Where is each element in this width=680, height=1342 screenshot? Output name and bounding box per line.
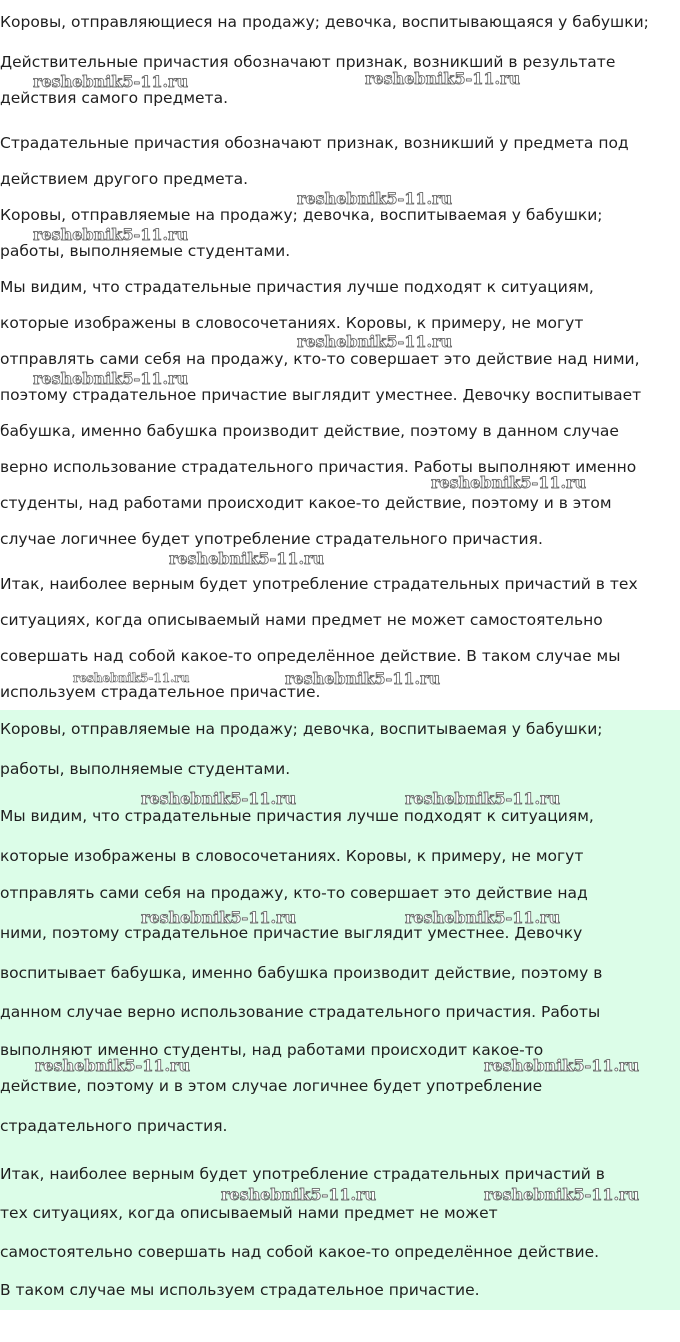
answer-line: Коровы, отправляемые на продажу; девочка, воспитываемая у бабушки; — [0, 720, 603, 738]
text-line: используем страдательное причастие. — [0, 683, 321, 701]
watermark: reshebnik5-11.ru — [431, 473, 587, 492]
watermark: reshebnik5-11.ru — [33, 225, 189, 244]
text-line: студенты, над работами происходит какое-то действие, поэтому и в этом — [0, 494, 612, 512]
text-line: отправлять сами себя на продажу, кто-то совершает это действие над ними, — [0, 350, 640, 368]
text-line: действием другого предмета. — [0, 170, 249, 188]
watermark: reshebnik5-11.ru — [297, 332, 453, 351]
watermark: reshebnik5-11.ru — [484, 1056, 640, 1075]
text-line: случае логичнее будет употребление страдательного причастия. — [0, 530, 543, 548]
text-line: Страдательные причастия обозначают признак, возникший у предмета под — [0, 134, 629, 152]
answer-line: страдательного причастия. — [0, 1117, 228, 1135]
text-line: ситуациях, когда описываемый нами предмет не может самостоятельно — [0, 611, 603, 629]
answer-line: тех ситуациях, когда описываемый нами предмет не может — [0, 1204, 498, 1222]
answer-line: В таком случае мы используем страдательное причастие. — [0, 1281, 480, 1299]
watermark: reshebnik5-11.ru — [33, 72, 189, 91]
text-line: Действительные причастия обозначают признак, возникший в результате — [0, 53, 616, 71]
text-line: Мы видим, что страдательные причастия лучше подходят к ситуациям, — [0, 278, 594, 296]
watermark: reshebnik5-11.ru — [169, 549, 325, 568]
text-line: работы, выполняемые студентами. — [0, 242, 291, 260]
watermark: reshebnik5-11.ru — [33, 369, 189, 388]
text-line: Коровы, отправляющиеся на продажу; девочка, воспитывающаяся у бабушки; — [0, 13, 649, 31]
text-line: верно использование страдательного причастия. Работы выполняют именно — [0, 458, 637, 476]
answer-line: отправлять сами себя на продажу, кто-то совершает это действие над — [0, 884, 588, 902]
answer-line: Итак, наиболее верным будет употребление страдательных причастий в — [0, 1165, 605, 1183]
watermark: reshebnik5-11.ru — [141, 789, 297, 808]
watermark: reshebnik5-11.ru — [141, 908, 297, 927]
text-line: Итак, наиболее верным будет употребление страдательных причастий в тех — [0, 575, 638, 593]
watermark: reshebnik5-11.ru — [73, 671, 190, 685]
watermark: reshebnik5-11.ru — [221, 1185, 377, 1204]
answer-line: данном случае верно использование страдательного причастия. Работы — [0, 1003, 601, 1021]
answer-line: воспитывает бабушка, именно бабушка производит действие, поэтому в — [0, 964, 603, 982]
answer-line: которые изображены в словосочетаниях. Коровы, к примеру, не могут — [0, 847, 584, 865]
text-line: Коровы, отправляемые на продажу; девочка, воспитываемая у бабушки; — [0, 206, 603, 224]
watermark: reshebnik5-11.ru — [405, 908, 561, 927]
text-line: поэтому страдательное причастие выглядит уместнее. Девочку воспитывает — [0, 386, 642, 404]
answer-line: выполняют именно студенты, над работами происходит какое-то — [0, 1041, 544, 1059]
watermark: reshebnik5-11.ru — [405, 789, 561, 808]
text-line: действия самого предмета. — [0, 89, 228, 107]
answer-line: ними, поэтому страдательное причастие выглядит уместнее. Девочку — [0, 924, 583, 942]
answer-line: самостоятельно совершать над собой какое-то определённое действие. — [0, 1243, 600, 1261]
watermark: reshebnik5-11.ru — [484, 1185, 640, 1204]
text-line: бабушка, именно бабушка производит действие, поэтому в данном случае — [0, 422, 619, 440]
answer-line: действие, поэтому и в этом случае логичнее будет употребление — [0, 1077, 543, 1095]
answer-line: Мы видим, что страдательные причастия лучше подходят к ситуациям, — [0, 807, 594, 825]
text-line: совершать над собой какое-то определённое действие. В таком случае мы — [0, 647, 621, 665]
watermark: reshebnik5-11.ru — [365, 69, 521, 88]
watermark: reshebnik5-11.ru — [35, 1056, 191, 1075]
answer-line: работы, выполняемые студентами. — [0, 760, 291, 778]
watermark: reshebnik5-11.ru — [297, 189, 453, 208]
watermark: reshebnik5-11.ru — [285, 669, 441, 688]
text-line: которые изображены в словосочетаниях. Коровы, к примеру, не могут — [0, 314, 584, 332]
